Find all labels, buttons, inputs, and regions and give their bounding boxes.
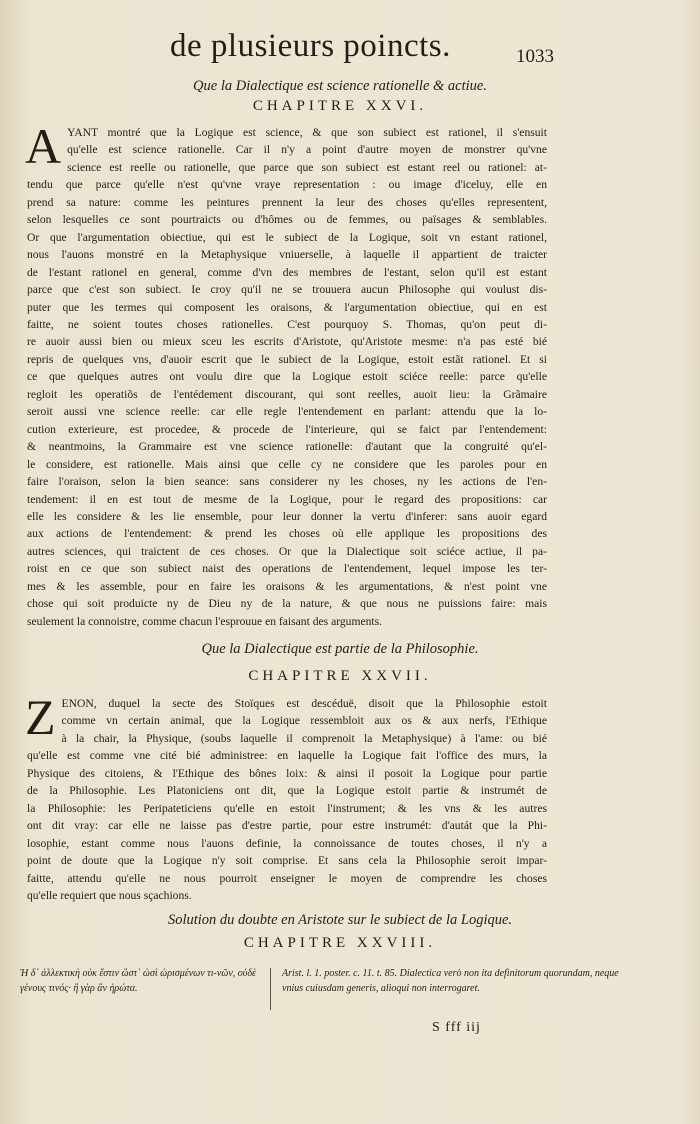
text-line: mes & les assemble, pour en faire les oraisons & les argumentations, & n'est point vne <box>27 579 547 593</box>
text-line: ENON, duquel la secte des Stoïques est descéduë, disoit que la Philosophie estoit <box>61 697 547 710</box>
page-number: 1033 <box>516 46 554 67</box>
chapter-body-27 <box>25 689 547 904</box>
text-line: Physique des citoiens, & l'Ethique des bônes loix: & ainsi il posoit la Logique pour partie <box>27 766 547 780</box>
latin-citation: Arist. l. 1. poster. c. 11. t. 85. Dialectica verò non ita definitorum quorundam, neque vnius cuiusdam generis, alioqui non interrogaret. <box>282 968 619 994</box>
text-line: re auoir aussi bien ou mieux sceu les escrits d'Aristote, qu'Aristote mesme: n'a pas esté bié <box>27 335 547 349</box>
text-line: qu'elle est comme vne cité bié administree: en laquelle la Logique fait l'office des murs, la <box>27 749 547 763</box>
drop-cap: Z <box>25 689 56 745</box>
text-line: cution exterieure, est procedee, & procede de l'interieure, qui se faict par l'entendement: <box>27 422 547 436</box>
text-line: seroit aussi vne science reelle: car elle regle l'entendement en parlant: attendu que la lo- <box>27 405 547 419</box>
drop-cap: A <box>25 118 62 174</box>
chapter-heading-28: CHAPITRE XXVIII. <box>243 935 437 951</box>
text-line: losophie, estant comme nous l'auons definie, la connoissance de toutes choses, il n'y a <box>27 836 547 850</box>
text-line: de la Philosophie. Les Platoniciens ont dit, que la Logique estoit partie & instrumét de <box>27 784 547 798</box>
text-line: elle les considere & les lie ensemble, pour leur donner la vertu d'inferer: sans auoir egard <box>27 509 547 523</box>
chapter-body-26 <box>25 118 547 630</box>
text-line: ont dit vray: car elle ne laisse pas d'estre partie, pour estre instrumét: d'autát que la Phi- <box>27 819 547 833</box>
text-line: roist en ce que son subiect naist des operations de l'entendement, lequel impose les ter- <box>27 562 547 576</box>
text-line: puter que les termes qui composent les oraisons, & l'argumentation obiectiue, qui en est <box>27 300 547 314</box>
text-line: seulement la connoistre, comme chacun l'esprouue en faisant des arguments. <box>27 614 383 628</box>
text-line: nous l'auons monstré en la Metaphysique vniuerselle, à laquelle il appartient de traicter <box>27 248 547 262</box>
text-line: repris de quelques vns, d'auoir escrit que le subiect de la Logique, estoit estãt rationel. Et si <box>27 352 547 366</box>
chapter-heading-26: CHAPITRE XXVI. <box>252 98 428 114</box>
text-line: parce que c'est son subiect. Ie croy qu'il ne se trouuera aucun Philosophe qui voulust dis- <box>27 283 547 297</box>
chapter-heading-27: CHAPITRE XXVII. <box>248 668 432 684</box>
text-line: autres sciences, qui traictent de ces choses. Or que la Dialectique soit sciéce actiue, il pa- <box>27 544 547 558</box>
text-line: Or que l'argumentation obiectiue, qui est le subiect de la Logique, soit vn estant rationel, <box>27 230 547 244</box>
text-line: selon lesquelles ce sont pourtraicts ou d'hômes ou de femmes, ou païsages & semblables. <box>27 213 547 227</box>
text-line: faitte, ne soient toutes choses rationelles. C'est pourquoy S. Thomas, qu'on peut di- <box>27 317 547 331</box>
text-line: aux actions de l'entendement: & prend les choses où elle applique les propositions des <box>27 527 547 541</box>
text-line: tendement: il en est tout de mesme de la Logique, pour le regard des propositions: car <box>27 492 547 506</box>
footnote-divider <box>270 968 271 1010</box>
text-line: YANT montré que la Logique est science, & que son subiect est rationel, il s'ensuit <box>67 126 547 139</box>
text-line: faitte, attendu qu'elle ne nous pourroit enseigner le moyen de comprendre les choses <box>27 871 547 885</box>
text-line: prend sa nature: comme les peintures prennent la leur des choses qu'elles representent, <box>27 195 547 209</box>
section-title-28: Solution du doubte en Aristote sur le subiect de la Logique. <box>167 912 513 928</box>
text-line: qu'elle requiert que nous sçachions. <box>27 888 192 902</box>
greek-quotation: Ἡ δ᾽ ἀλλεκτικὴ οὐκ ἔστιν ὥστ᾽ ὡσὶ ὡρισμένων τι-νῶν, οὐδὲ γένους τινός· ἢ γὰρ ἂν ἠρώτα. <box>20 968 256 994</box>
text-line: regloit les operatiõs de l'entédement discourant, qui sont reelles, auoit lieu: la Grãmaire <box>27 387 547 401</box>
text-line: le considere, est rationelle. Mais ainsi que celle cy ne considere que les paroles pour en <box>27 457 547 471</box>
signature-mark: S fff iij <box>432 1020 481 1035</box>
text-line: comme vn certain animal, que la Logique ressembloit aux os & aux nerfs, l'Ethique <box>61 714 547 728</box>
text-line: point de doute que la Logique n'y soit comprise. Et sans cela la Philosophie seroit impar- <box>27 854 547 868</box>
text-line: à la chair, la Physique, (soubs laquelle il comprenoit la Metaphysique) à l'ame: ou bié <box>61 731 547 745</box>
section-title-27: Que la Dialectique est partie de la Philosophie. <box>201 641 479 657</box>
section-title-26: Que la Dialectique est science rationelle & actiue. <box>193 78 487 94</box>
text-line: science est reelle ou rationelle, que parce que son subiect est estant reel ou rationel: at- <box>67 160 547 174</box>
text-line: & neantmoins, la Grammaire est vne science rationelle: d'autant que la congruité qu'el- <box>27 440 547 454</box>
text-line: de l'estant rationel en general, comme d'vn des membres de l'estant, selon qu'il est estant <box>27 265 547 279</box>
text-line: qu'elle est science rationelle. Car il n'y a point d'autre moyen de monstrer qu'vne <box>67 143 547 157</box>
running-head: de plusieurs poincts. <box>170 28 451 64</box>
text-line: tendu que parce qu'elle n'est qu'vne vraye representation : ou image d'iceluy, elle en <box>27 178 547 192</box>
text-line: chose qui soit produicte ny de Dieu ny de la nature, & que nous ne puissions faire: mais <box>27 597 547 611</box>
text-line: faire l'oraison, selon la bien seance: sans considerer ny les choses, ny les actions de l'en- <box>27 475 547 489</box>
text-line: la Philosophie: les Peripateticiens qu'elle en estoit l'instrument; & les vns & les autres <box>27 801 547 815</box>
text-line: ce que quelques autres ont voulu dire que la Logique estoit sciéce reelle: parce qu'elle <box>27 370 547 384</box>
